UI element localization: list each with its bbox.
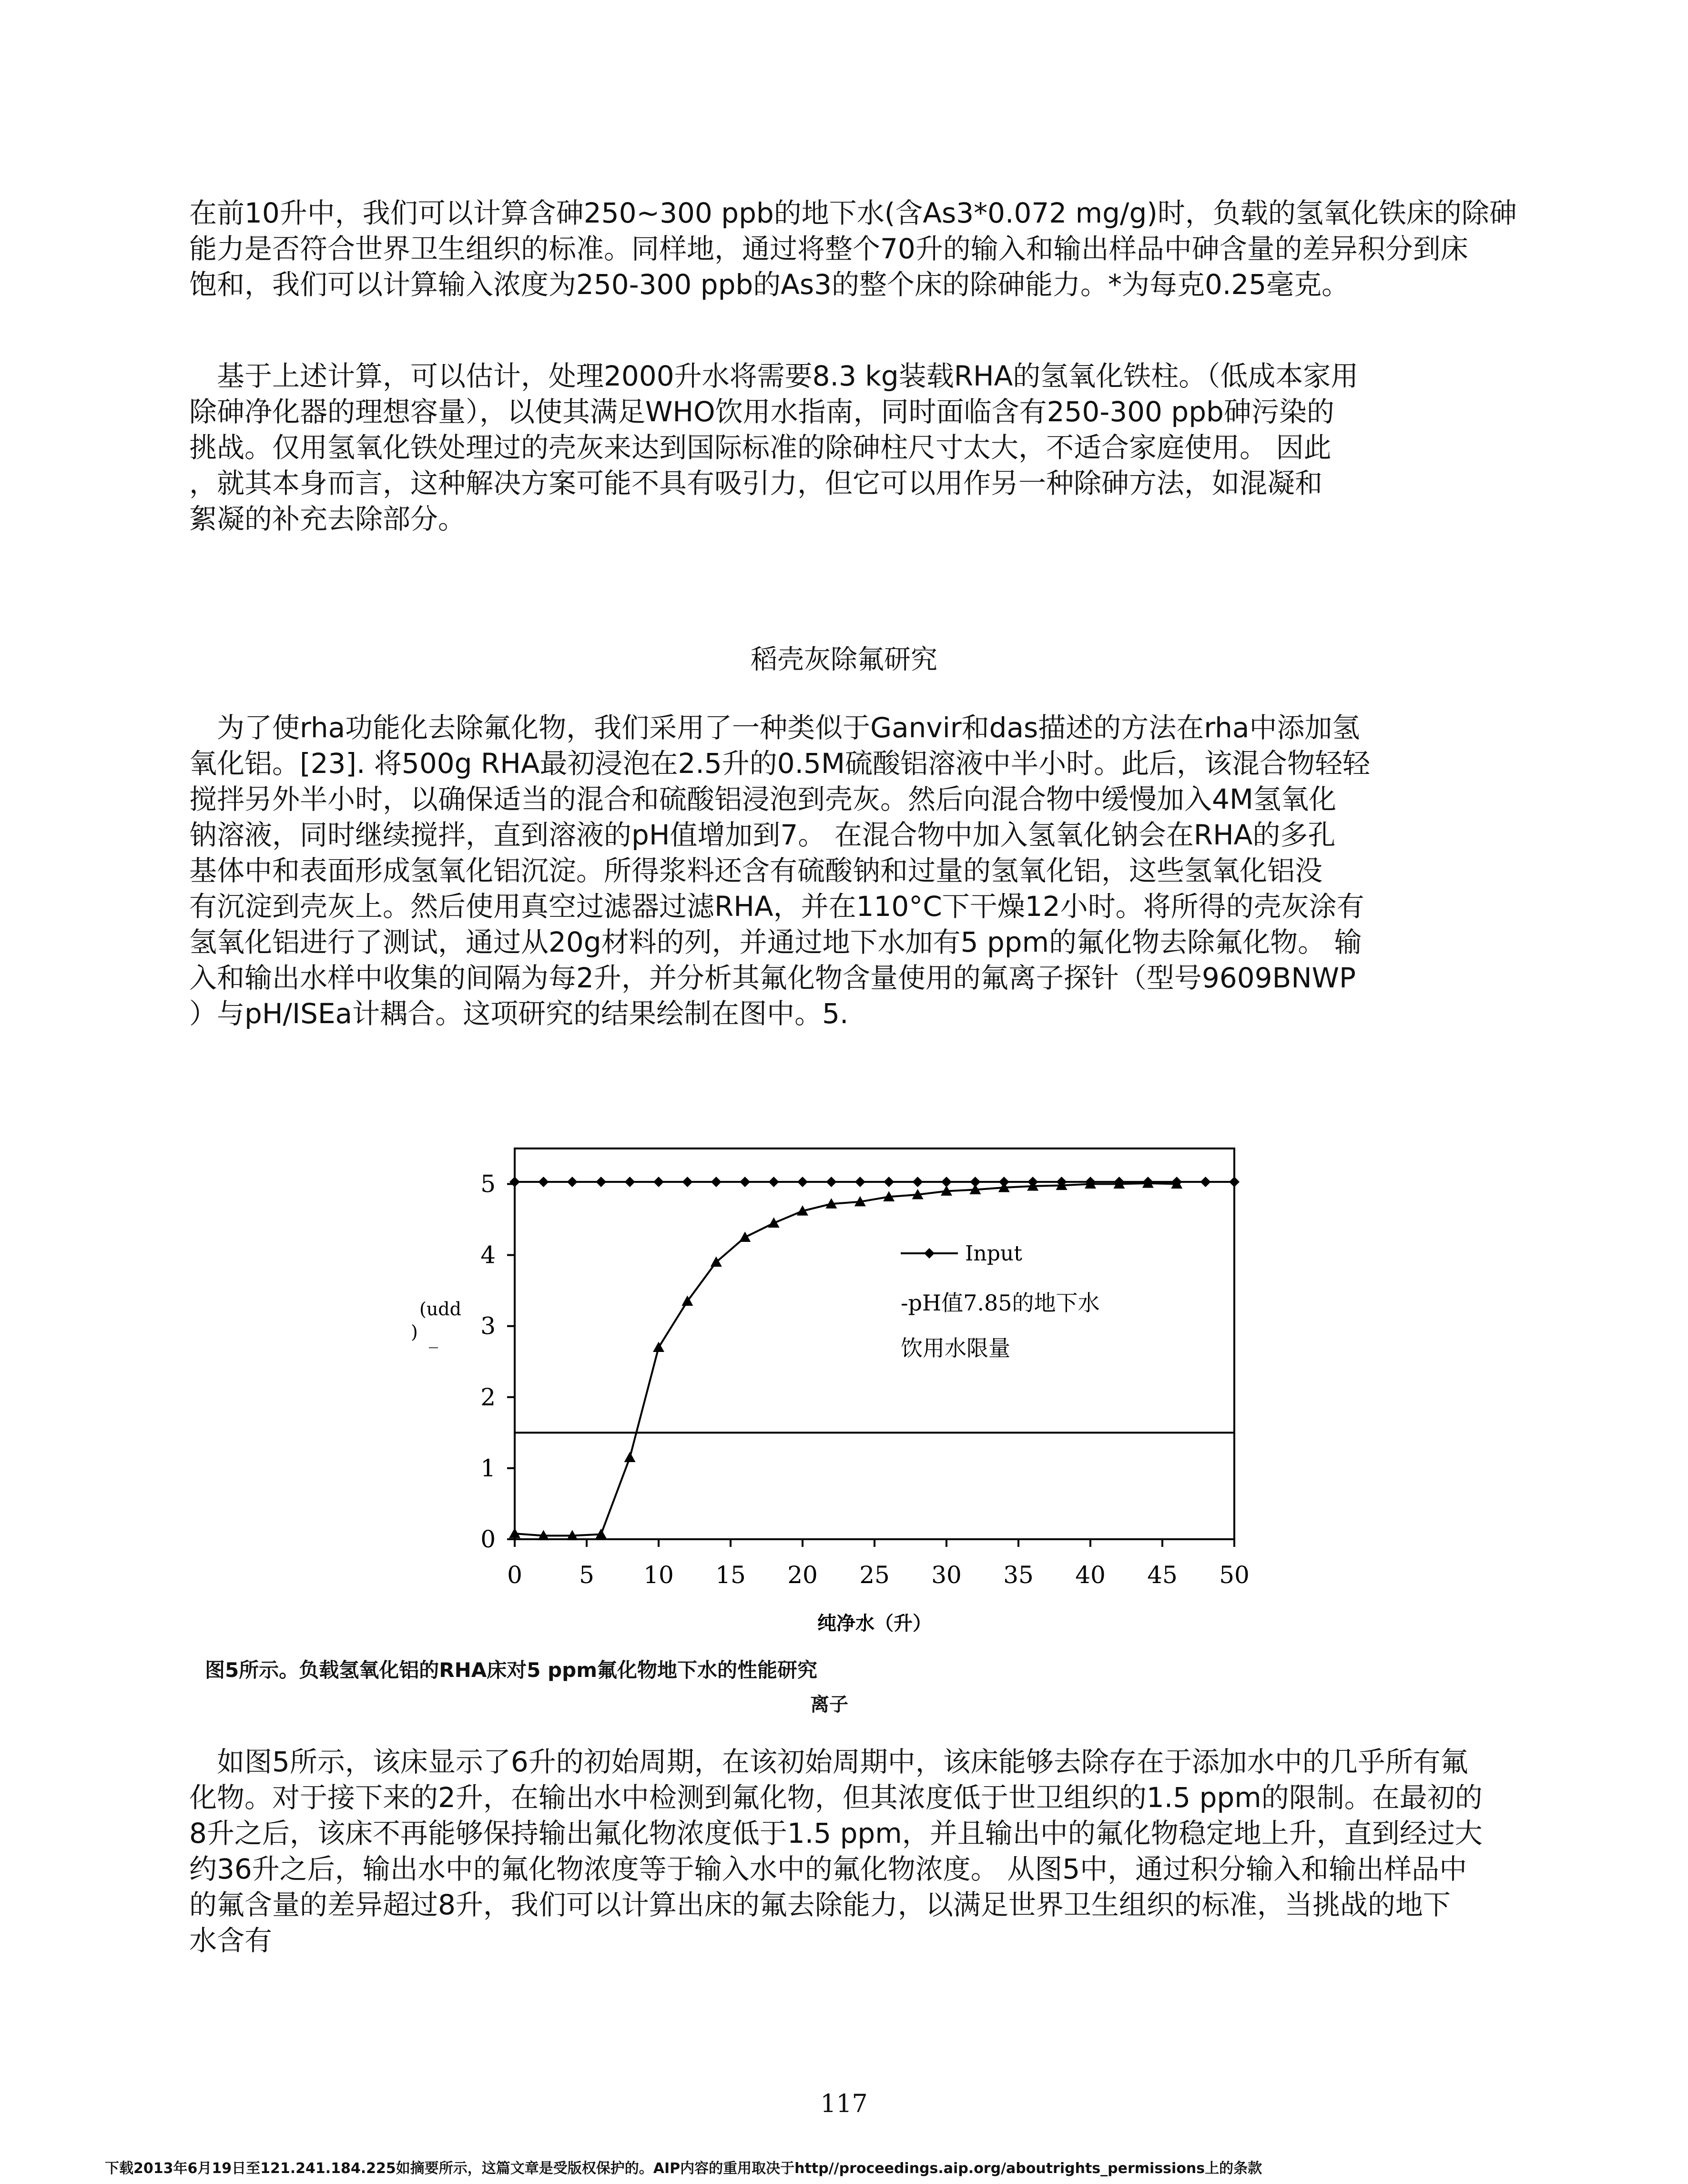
paragraph-line: 絮凝的补充去除部分。 [189, 503, 466, 535]
paragraph-line: 8升之后，该床不再能够保持输出氟化物浓度低于1.5 ppm，并且输出中的氟化物稳定地上升，直到经过大 [189, 1817, 1483, 1849]
x-tick-label: 15 [715, 1561, 746, 1589]
input-data-point [855, 1177, 865, 1187]
paragraph-line: 的氟含量的差异超过8升，我们可以计算出床的氟去除能力，以满足世界卫生组织的标准，当挑战的地下 [189, 1889, 1451, 1921]
y-axis-label-fragment: (udd [419, 1299, 461, 1320]
section-heading: 稻壳灰除氟研究 [751, 644, 937, 675]
figure-caption-continued: 离子 [810, 1694, 848, 1716]
legend-limit-label: 饮用水限量 [901, 1335, 1010, 1361]
paragraph-line: 氢氧化铝进行了测试，通过从20g材料的列，并通过地下水加有5 ppm的氟化物去除氟化物。 输 [189, 926, 1362, 958]
paragraph-line: 基于上述计算，可以估计，处理2000升水将需要8.3 kg装载RHA的氢氧化铁柱。（低成本家用 [189, 360, 1359, 392]
series-line [515, 1183, 1177, 1535]
x-tick-label: 0 [507, 1561, 522, 1589]
paragraph-line: 搅拌另外半小时，以确保适当的混合和硫酸铝浸泡到壳灰。然后向混合物中缓慢加入4M氢氧化 [189, 783, 1336, 815]
input-data-point [509, 1177, 520, 1187]
input-data-point [538, 1177, 549, 1187]
input-data-point [1229, 1177, 1240, 1187]
download-footer: 下载2013年6月19日至121.241.184.225如摘要所示，这篇文章是受版权保护的。AIP内容的重用取决于http//proceedings.aip.org/aboutrights_permissions上的条款 [105, 2160, 1262, 2177]
paragraph-line: 入和输出水样中收集的间隔为每2升，并分析其氟化物含量使用的氟离子探针（型号9609BNWP [189, 962, 1356, 994]
paragraph-line: ，就其本身而言，这种解决方案可能不具有吸引力，但它可以用作另一种除砷方法，如混凝和 [189, 467, 1323, 499]
paragraph-line: 约36升之后，输出水中的氟化物浓度等于输入水中的氟化物浓度。 从图5中，通过积分输入和输出样品中 [189, 1853, 1467, 1885]
figure-5 [372, 1134, 1287, 1636]
x-tick-label: 40 [1075, 1561, 1106, 1589]
x-tick-label: 10 [643, 1561, 674, 1589]
page-number: 117 [820, 2090, 868, 2118]
paragraph-results [189, 1744, 1505, 1959]
paragraph-method [189, 710, 1505, 1032]
paragraph-line: ）与pH/ISEa计耦合。这项研究的结果绘制在图中。5. [189, 997, 849, 1030]
y-axis-label-fragment: _ [429, 1327, 438, 1348]
fluoride-breakthrough-chart [372, 1134, 1287, 1635]
y-tick-label: 3 [480, 1312, 496, 1340]
paragraph-line: 如图5所示，该床显示了6升的初始周期，在该初始周期中，该床能够去除存在于添加水中的几乎所有氟 [189, 1746, 1468, 1778]
x-tick-label: 35 [1003, 1561, 1034, 1589]
figure-caption: 图5所示。负载氢氧化铝的RHA床对5 ppm氟化物地下水的性能研究 [205, 1658, 817, 1682]
y-axis-label-fragment: ) [411, 1321, 418, 1342]
output-data-point [653, 1341, 664, 1352]
x-tick-label: 50 [1219, 1561, 1250, 1589]
x-tick-label: 5 [579, 1561, 594, 1589]
x-tick-label: 25 [859, 1561, 890, 1589]
paragraph-line: 化物。对于接下来的2升，在输出水中检测到氟化物，但其浓度低于世卫组织的1.5 ppm的限制。在最初的 [189, 1781, 1483, 1814]
input-data-point [567, 1177, 578, 1187]
input-data-point [653, 1177, 664, 1187]
y-tick-label: 4 [480, 1241, 496, 1269]
paragraph-arsenic-capacity [189, 195, 1517, 303]
input-data-point [711, 1177, 722, 1187]
input-data-point [740, 1177, 750, 1187]
paragraph-line: 有沉淀到壳灰上。然后使用真空过滤器过滤RHA，并在110°C下干燥12小时。将所得的壳灰涂有 [189, 890, 1364, 923]
legend-input-marker [924, 1248, 935, 1259]
paragraph-line: 除砷净化器的理想容量），以使其满足WHO饮用水指南，同时面临含有250-300 ppb砷污染的 [189, 396, 1334, 428]
legend-input-label: Input [965, 1241, 1022, 1266]
y-tick-label: 2 [480, 1383, 496, 1411]
input-data-point [682, 1177, 692, 1187]
paragraph-line: 挑战。仅用氢氧化铁处理过的壳灰来达到国际标准的除砷柱尺寸太大，不适合家庭使用。 因此 [189, 431, 1332, 464]
x-tick-label: 30 [931, 1561, 962, 1589]
input-data-point [1200, 1177, 1211, 1187]
output-data-point [768, 1218, 780, 1228]
input-data-point [826, 1177, 836, 1187]
paragraph-line: 为了使rha功能化去除氟化物，我们采用了一种类似于Ganvir和das描述的方法在rha中添加氢 [189, 711, 1360, 744]
output-data-point [624, 1452, 636, 1463]
plot-frame [515, 1148, 1234, 1539]
paragraph-estimate [189, 358, 1505, 537]
paragraph-line: 在前10升中，我们可以计算含砷250~300 ppb的地下水(含As3*0.072 mg/g)时，负载的氢氧化铁床的除砷 [189, 197, 1517, 229]
paragraph-line: 基体中和表面形成氢氧化铝沉淀。所得浆料还含有硫酸钠和过量的氢氧化铝，这些氢氧化铝没 [189, 854, 1323, 887]
input-data-point [913, 1177, 923, 1187]
paragraph-line: 氧化铝。[23]. 将500g RHA最初浸泡在2.5升的0.5M硫酸铝溶液中半小时。此后，该混合物轻轻 [189, 747, 1371, 780]
x-tick-label: 45 [1147, 1561, 1178, 1589]
y-tick-label: 0 [480, 1525, 496, 1553]
input-data-point [596, 1177, 606, 1187]
input-data-point [884, 1177, 894, 1187]
paragraph-line: 能力是否符合世界卫生组织的标准。同样地，通过将整个70升的输入和输出样品中砷含量的差异积分到床 [189, 233, 1468, 265]
x-tick-label: 20 [787, 1561, 818, 1589]
paragraph-line: 饱和，我们可以计算输入浓度为250-300 ppb的As3的整个床的除砷能力。*为每克0.25毫克。 [189, 268, 1350, 301]
x-axis-label: 纯净水（升） [817, 1612, 932, 1635]
input-data-point [769, 1177, 779, 1187]
paragraph-line: 钠溶液，同时继续搅拌，直到溶液的pH值增加到7。 在混合物中加入氢氧化钠会在RHA的多孔 [189, 819, 1336, 851]
input-data-point [797, 1177, 808, 1187]
paragraph-line: 水含有 [189, 1924, 273, 1957]
legend-groundwater-label: -pH值7.85的地下水 [901, 1290, 1100, 1316]
y-tick-label: 5 [480, 1170, 496, 1198]
input-data-point [625, 1177, 635, 1187]
output-data-point [739, 1231, 751, 1242]
y-tick-label: 1 [480, 1454, 496, 1482]
